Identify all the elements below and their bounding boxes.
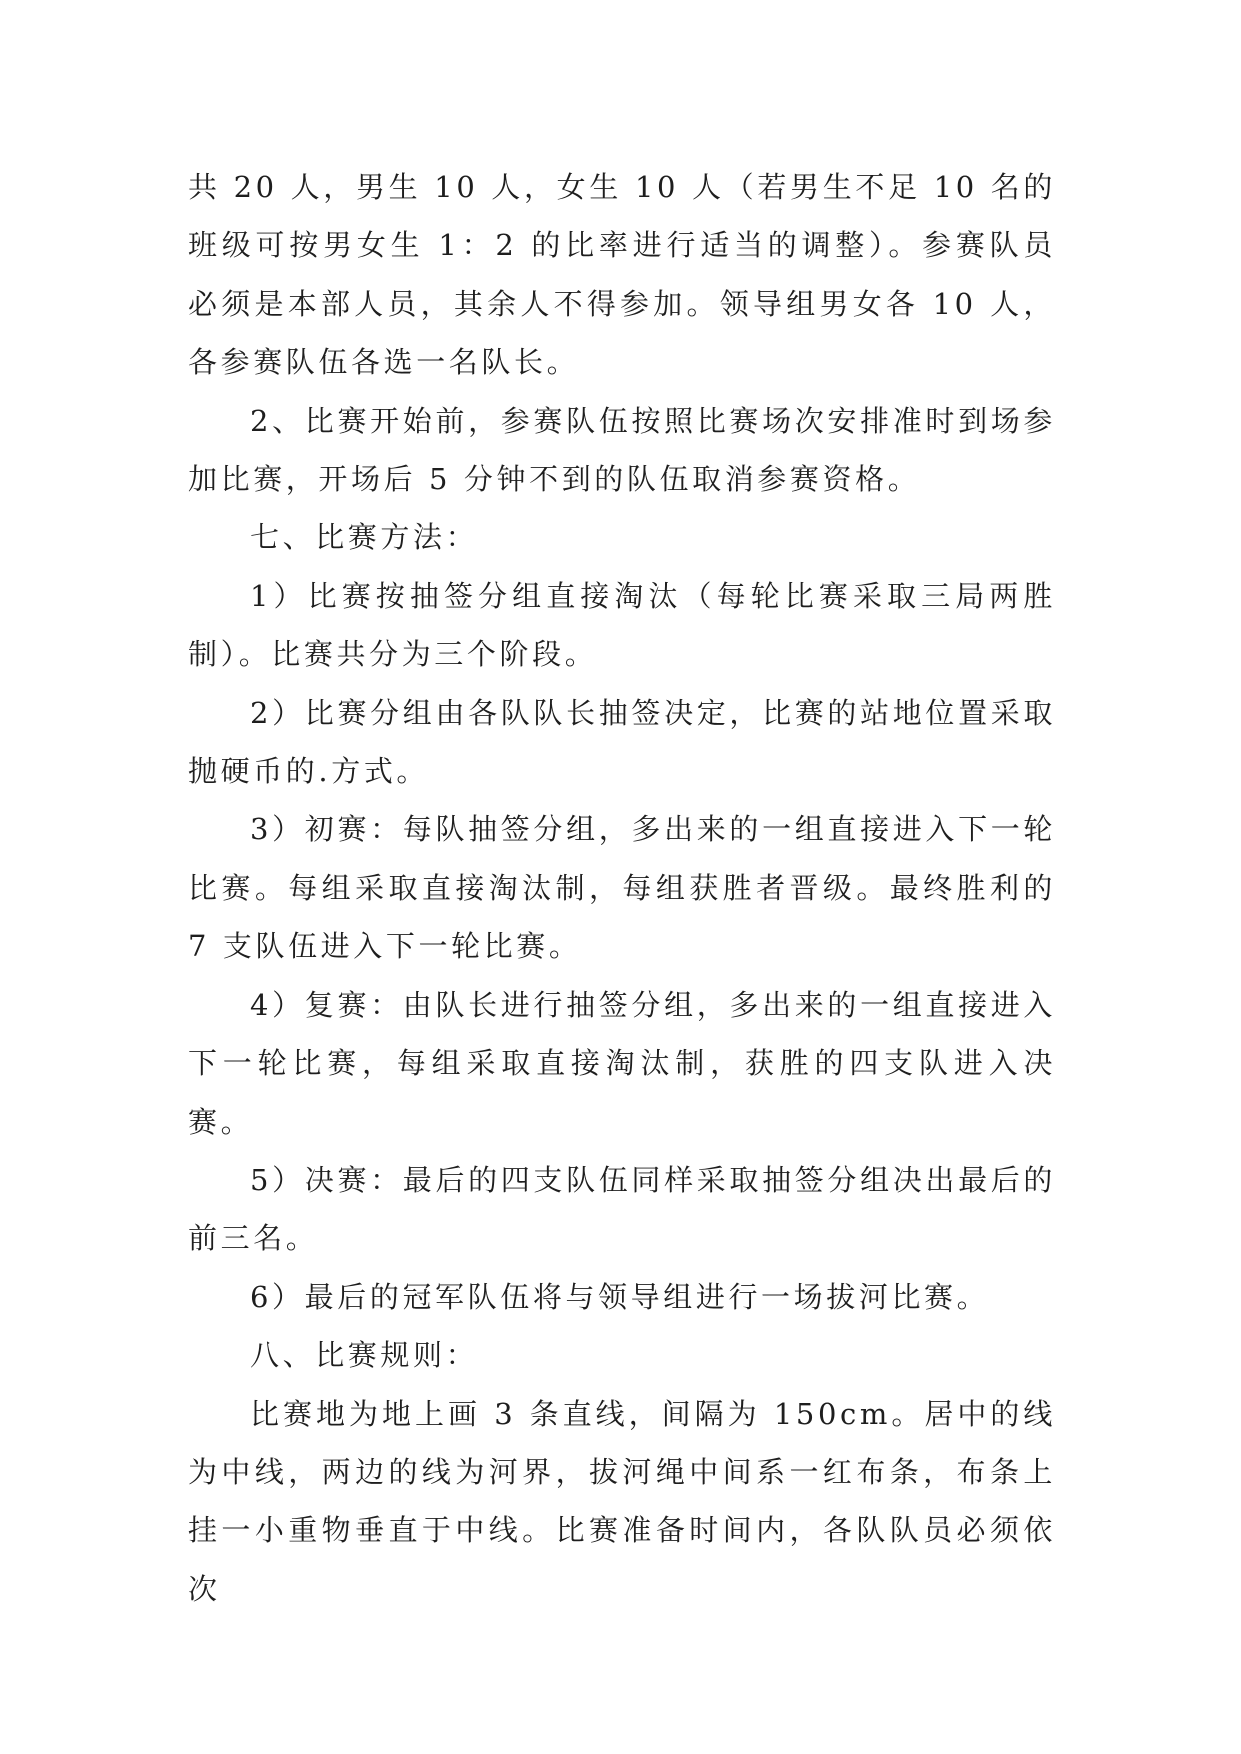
paragraph-method-2: 2）比赛分组由各队队长抽签决定，比赛的站地位置采取抛硬币的.方式。 — [188, 695, 1056, 789]
paragraph-rules-field: 比赛地为地上画 3 条直线，间隔为 150cm。居中的线为中线，两边的线为河界，拔河绳中间系一红布条，布条上挂一小重物垂直于中线。比赛准备时间内，各队队员必须依次 — [188, 1396, 1056, 1606]
document-body — [188, 158, 1069, 1618]
paragraph-method-4-semifinal: 4）复赛：由队长进行抽签分组，多出来的一组直接进入下一轮比赛，每组采取直接淘汰制，获胜的四支队进入决赛。 — [188, 987, 1056, 1139]
section-heading-competition-rules: 八、比赛规则： — [250, 1338, 479, 1373]
paragraph-method-6-champion: 6）最后的冠军队伍将与领导组进行一场拔河比赛。 — [250, 1279, 990, 1314]
paragraph-rule-2-arrival: 2、比赛开始前，参赛队伍按照比赛场次安排准时到场参加比赛，开场后 5 分钟不到的队伍取消参赛资格。 — [188, 403, 1056, 497]
paragraph-method-1: 1）比赛按抽签分组直接淘汰（每轮比赛采取三局两胜制）。比赛共分为三个阶段。 — [188, 578, 1056, 672]
section-heading-competition-method: 七、比赛方法： — [250, 520, 479, 555]
paragraph-method-3-preliminary: 3）初赛：每队抽签分组，多出来的一组直接进入下一轮比赛。每组采取直接淘汰制，每组获胜者晋级。最终胜利的 7 支队伍进入下一轮比赛。 — [188, 812, 1069, 964]
paragraph-method-5-final: 5）决赛：最后的四支队伍同样采取抽签分组决出最后的前三名。 — [188, 1162, 1056, 1256]
paragraph-team-composition: 共 20 人，男生 10 人，女生 10 人（若男生不足 10 名的班级可按男女生 1：2 的比率进行适当的调整）。参赛队员必须是本部人员，其余人不得参加。领导组男女各 10 人，各参赛队伍各选一名队长。 — [188, 170, 1056, 380]
